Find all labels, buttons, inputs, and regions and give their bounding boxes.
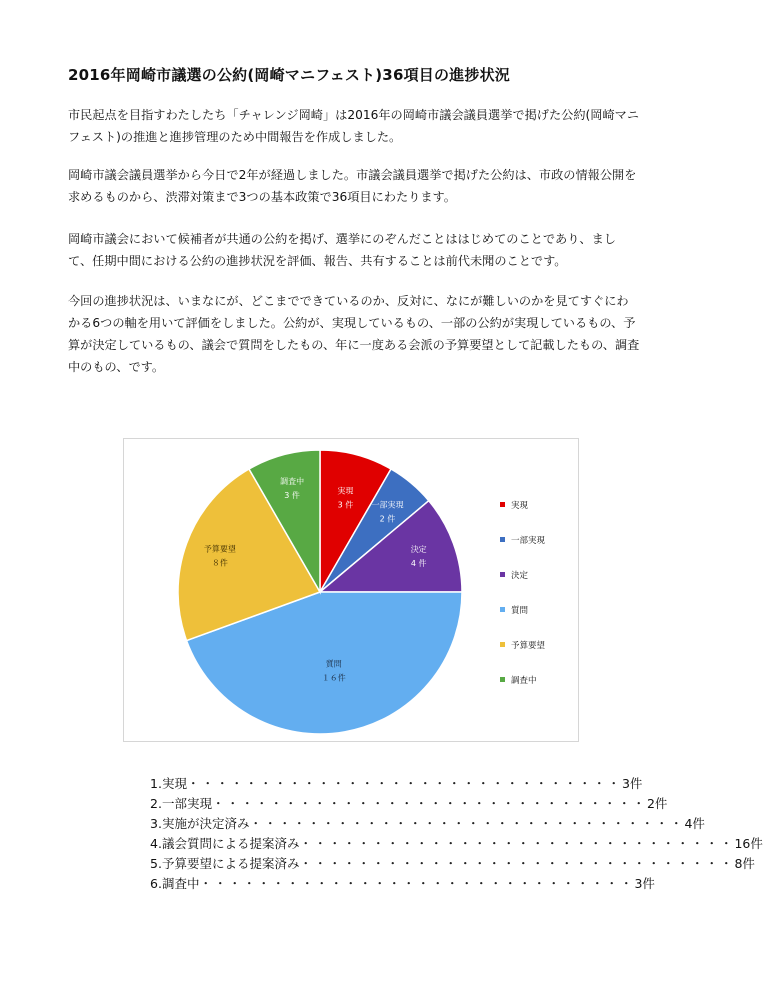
legend-swatch (500, 642, 505, 647)
legend-item-yosan-youbou (500, 640, 545, 652)
summary-item-number: 2. (150, 796, 162, 811)
evaluation-paragraph: 今回の進捗状況は、いまなにが、どこまでできているのか、反対に、なにが難しいのかを見てすぐにわかる6つの軸を用いて評価をしました。公約が、実現しているもの、一部の公約が実現しているもの、予算が決定しているもの、議会で質問をしたもの、年に一度ある会派の予算要望として記載したもの、調査中のもの、です。 (68, 294, 640, 374)
summary-item-count: 3件 (634, 876, 655, 891)
dot-leader: ・・・・・・・・・・・・・・・・・・・・・・・・・・・・・・ (299, 856, 735, 871)
dot-leader: ・・・・・・・・・・・・・・・・・・・・・・・・・・・・・・ (199, 876, 635, 891)
dot-leader: ・・・・・・・・・・・・・・・・・・・・・・・・・・・・・・ (186, 776, 622, 791)
summary-item-count: 16件 (734, 836, 763, 851)
summary-item (150, 774, 643, 794)
legend-item-ichibu-jitsugen (500, 535, 545, 547)
summary-item-label: 実施が決定済み (161, 816, 250, 831)
summary-item-label: 調査中 (161, 876, 200, 891)
pie-label-jitsugen: 実現 (337, 486, 354, 496)
dot-leader: ・・・・・・・・・・・・・・・・・・・・・・・・・・・・・・ (211, 796, 647, 811)
legend-swatch (500, 677, 505, 682)
legend-label: 調査中 (511, 676, 537, 686)
dot-leader: ・・・・・・・・・・・・・・・・・・・・・・・・・・・・・・ (299, 836, 735, 851)
legend-label: 質問 (511, 606, 529, 616)
summary-item (150, 874, 655, 894)
pie-label-chousachu: 調査中 (280, 476, 305, 486)
legend-swatch (500, 572, 505, 577)
intro-paragraph: 市民起点を目指すわたしたち「チャレンジ岡崎」は2016年の岡崎市議会議員選挙で掲げた公約(岡崎マニフェスト)の推進と進捗管理のため中間報告を作成しました。 (68, 108, 640, 144)
pie-label-kettei: 決定 (410, 545, 427, 555)
summary-item (150, 854, 755, 874)
legend-label: 実現 (511, 501, 529, 511)
legend-label: 決定 (511, 571, 529, 581)
summary-item-count: 8件 (734, 856, 755, 871)
legend-item-chousachu (500, 675, 537, 687)
legend-item-jitsugen (500, 500, 528, 512)
summary-item-number: 4. (150, 836, 162, 851)
pie-count-chousachu: 3 件 (284, 490, 300, 500)
pie-chart-frame (123, 438, 579, 742)
pie-chart (124, 439, 580, 743)
summary-item-number: 6. (150, 876, 162, 891)
summary-item-count: 4件 (684, 816, 705, 831)
summary-item (150, 834, 763, 854)
summary-item-count: 3件 (621, 776, 643, 791)
summary-item (150, 794, 668, 814)
summary-item-number: 3. (150, 816, 162, 831)
legend-item-kettei (500, 570, 528, 582)
summary-item-count: 2件 (646, 796, 668, 811)
legend-swatch (500, 607, 505, 612)
dot-leader: ・・・・・・・・・・・・・・・・・・・・・・・・・・・・・・ (249, 816, 685, 831)
summary-item-label: 一部実現 (161, 796, 212, 811)
summary-list (150, 774, 763, 894)
pie-count-jitsugen: 3 件 (337, 500, 354, 510)
pie-label-shitsumon: 質問 (325, 659, 342, 669)
legend-label: 予算要望 (511, 641, 546, 651)
pie-label-yosan-youbou: 予算要望 (203, 544, 236, 554)
summary-item-number: 1. (150, 776, 162, 791)
elapsed-paragraph: 岡崎市議会議員選挙から今日で2年が経過しました。市議会議員選挙で掲げた公約は、市政の情報公開を求めるものから、渋滞対策まで3つの基本政策で36項目にわたります。 (68, 168, 637, 204)
legend-swatch (500, 502, 505, 507)
summary-item-label: 予算要望による提案済み (161, 856, 300, 871)
summary-item-label: 実現 (161, 776, 187, 791)
summary-item-number: 5. (150, 856, 162, 871)
pie-label-ichibu-jitsugen: 一部実現 (371, 500, 404, 510)
page-title: 2016年岡崎市議選の公約(岡崎マニフェスト)36項目の進捗状況 (68, 66, 510, 84)
summary-item (150, 814, 705, 834)
pie-count-ichibu-jitsugen: 2 件 (379, 514, 396, 524)
pie-count-yosan-youbou: ８件 (211, 558, 228, 568)
pie-count-shitsumon: １６件 (321, 673, 346, 683)
legend-swatch (500, 537, 505, 542)
first-time-paragraph: 岡崎市議会において候補者が共通の公約を掲げ、選挙にのぞんだことははじめてのことであり、まして、任期中間における公約の進捗状況を評価、報告、共有することは前代未聞のことです。 (68, 232, 616, 268)
legend-item-shitsumon (500, 605, 528, 617)
legend-label: 一部実現 (511, 536, 546, 546)
summary-item-label: 議会質問による提案済み (161, 836, 300, 851)
pie-count-kettei: 4 件 (410, 559, 427, 569)
